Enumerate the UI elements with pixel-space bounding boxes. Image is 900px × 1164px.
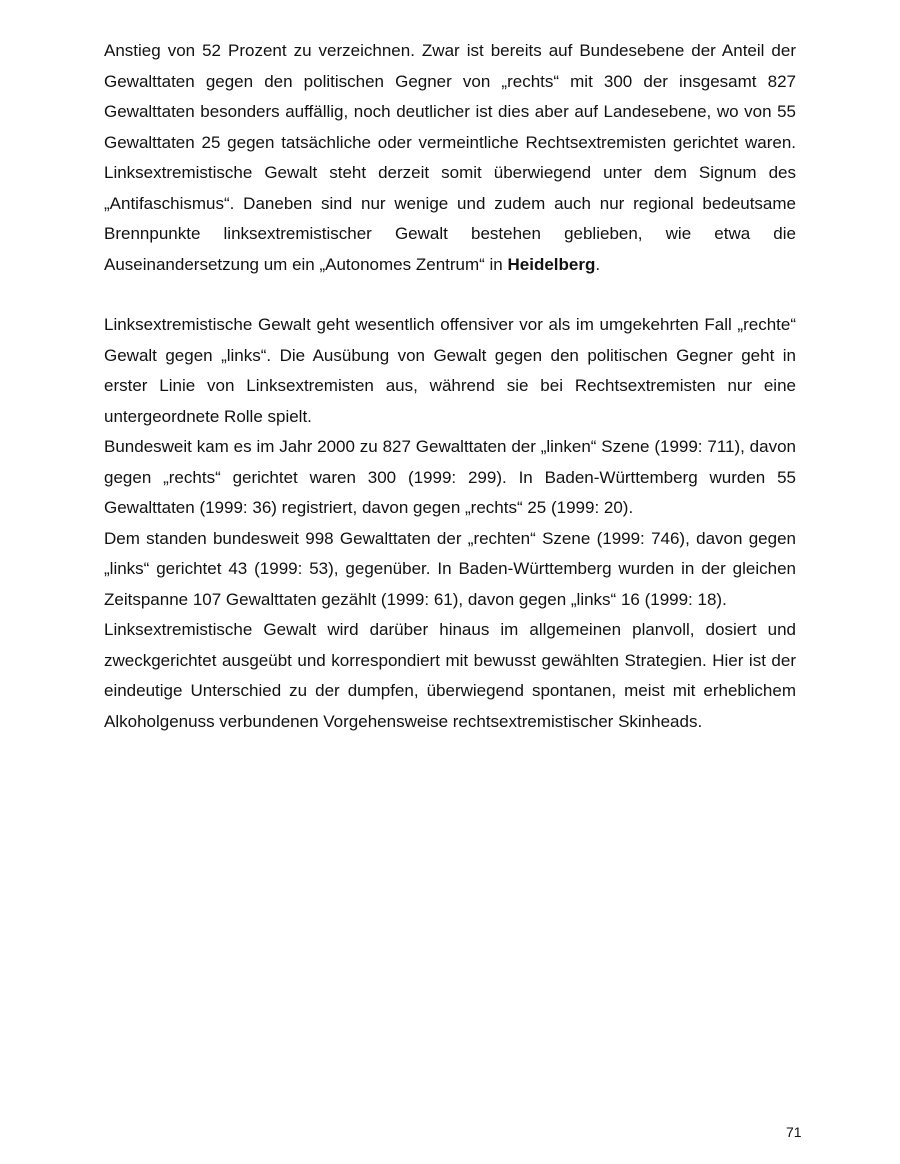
page-number: 71 xyxy=(786,1124,802,1140)
paragraph-spacer xyxy=(104,280,796,310)
paragraph-4: Dem standen bundesweit 998 Gewalttaten der „rechten“ Szene (1999: 746), davon gegen „links“ gerichtet 43 (1999: 53), gegenüber. In Baden-Württemberg wurden in der gleichen Zeitspanne 107 Gewalttaten gezählt (1999: 61), davon gegen „links“ 16 (1999: 18). xyxy=(104,528,796,609)
paragraph-1 xyxy=(104,36,796,280)
paragraph-1-end: . xyxy=(595,254,601,274)
paragraph-3: Bundesweit kam es im Jahr 2000 zu 827 Gewalttaten der „linken“ Szene (1999: 711), davon gegen „rechts“ gerichtet waren 300 (1999: 299). In Baden-Württemberg wurden 55 Gewalttaten (1999: 36) registriert, davon gegen „rechts“ 25 (1999: 20). xyxy=(104,437,796,517)
paragraph-1-text: Anstieg von 52 Prozent zu verzeichnen. Zwar ist bereits auf Bundesebene der Anteil der Gewalttaten gegen den politischen Gegner von „rechts“ mit 300 der insgesamt 827 Gewalttaten besonders auffällig, noch deutlicher ist dies aber auf Landesebene, wo von 55 Gewalttaten 25 gegen tatsächliche oder vermeintliche Rechtsextremisten gerichtet waren. Linksextremistische Gewalt steht derzeit somit überwiegend unter dem Signum des „Antifaschismus“. Daneben sind nur wenige und zudem auch nur regional bedeutsame Brennpunkte linksextremistischer Gewalt bestehen geblieben, wie etwa die Auseinandersetzung um ein „Autonomes Zentrum“ in xyxy=(104,41,796,274)
paragraph-2: Linksextremistische Gewalt geht wesentlich offensiver vor als im umgekehrten Fall „rechte“ Gewalt gegen „links“. Die Ausübung von Gewalt gegen den politischen Gegner geht in erster Linie von Linksextremisten aus, während sie bei Rechtsextremisten nur eine untergeordnete Rolle spielt. xyxy=(104,315,796,426)
document-page xyxy=(104,36,796,737)
heidelberg-bold: Heidelberg xyxy=(507,254,596,274)
paragraph-5: Linksextremistische Gewalt wird darüber hinaus im allgemeinen planvoll, dosiert und zweckgerichtet ausgeübt und korrespondiert mit bewusst gewählten Strategien. Hier ist der eindeutige Unterschied zu der dumpfen, überwiegend spontanen, meist mit erheblichem Alkoholgenuss verbundenen Vorgehensweise rechtsextremistischer Skinheads. xyxy=(104,620,796,731)
